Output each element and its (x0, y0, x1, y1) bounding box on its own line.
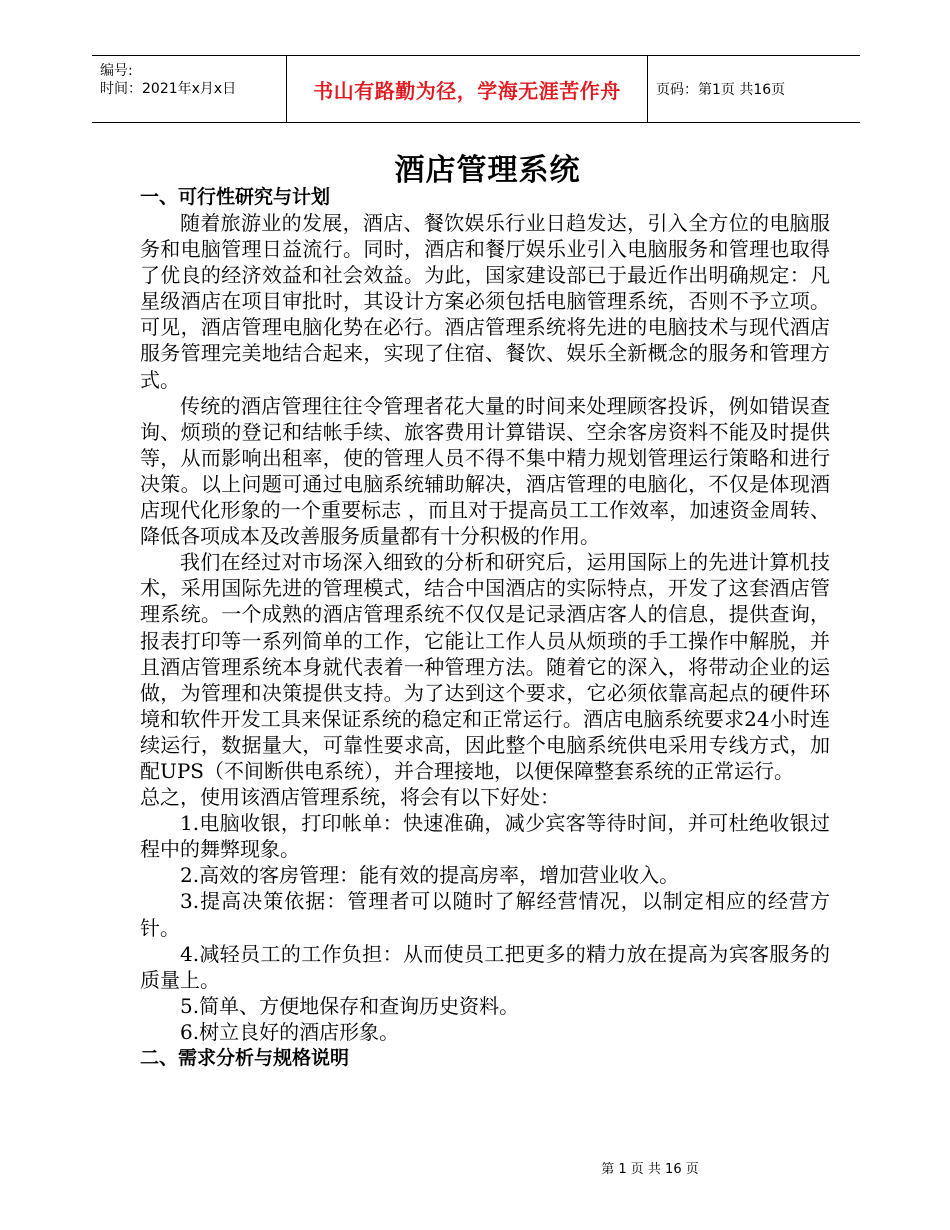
list-item: 6.树立良好的酒店形象。 (180, 1019, 400, 1044)
section-heading: 一、可行性研究与计划 (140, 186, 331, 208)
list-item: 5.简单、方便地保存和查询历史资料。 (180, 993, 520, 1018)
header-motto-cell (286, 56, 648, 122)
page-info: 页码：第1页 共16页 (656, 82, 786, 98)
list-item: 4.减轻员工的工作负担：从而使员工把更多的精力放在提高为宾客服务的质量上。 (140, 941, 830, 992)
list-item: 2.高效的客房管理：能有效的提高房率，增加营业收入。 (180, 863, 680, 888)
time-label: 时间：2021年x月x日 (100, 81, 237, 97)
paragraph: 传统的酒店管理往往令管理者花大量的时间来处理顾客投诉，例如错误查询、烦琐的登记和结帐手续、旅客费用计算错误、空余客房资料不能及时提供等，从而影响出租率，使的管理人员不得不集中精力规划管理运行策略和进行决策。以上问题可通过电脑系统辅助解决，酒店管理的电脑化，不仅是体现酒店现代化形象的一个重要标志 ，而且对于提高员工工作效率，加速资金周转、降低各项成本及改善服务质量都有十分积极的作用。 (140, 393, 830, 549)
list-item: 3.提高决策依据：管理者可以随时了解经营情况，以制定相应的经营方针。 (140, 889, 830, 940)
page-footer: 第 1 页 共 16 页 (601, 1162, 699, 1177)
list-item: 1.电脑收银，打印帐单：快速准确，减少宾客等待时间，并可杜绝收银过程中的舞弊现象。 (140, 811, 830, 862)
summary-line: 总之，使用该酒店管理系统，将会有以下好处： (140, 785, 560, 810)
motto-text: 书山有路勤为径，学海无涯苦作舟 (313, 78, 621, 103)
document-body (140, 184, 830, 1071)
paragraph: 随着旅游业的发展，酒店、餐饮娱乐行业日趋发达，引入全方位的电脑服务和电脑管理日益流行。同时，酒店和餐厅娱乐业引入电脑服务和管理也取得了优良的经济效益和社会效益。为此，国家建设部已于最近作出明确规定：凡星级酒店在项目审批时，其设计方案必须包括电脑管理系统，否则不予立项。可见，酒店管理电脑化势在必行。酒店管理系统将先进的电脑技术与现代酒店服务管理完美地结合起来，实现了住宿、餐饮、娱乐全新概念的服务和管理方式。 (140, 211, 830, 392)
number-label: 编号: (100, 63, 133, 79)
paragraph: 我们在经过对市场深入细致的分析和研究后，运用国际上的先进计算机技术，采用国际先进的管理模式，结合中国酒店的实际特点，开发了这套酒店管理系统。一个成熟的酒店管理系统不仅仅是记录酒店客人的信息，提供查询，报表打印等一系列简单的工作，它能让工作人员从烦琐的手工操作中解脱，并且酒店管理系统本身就代表着一种管理方法。随着它的深入，将带动企业的运做，为管理和决策提供支持。为了达到这个要求，它必须依靠高起点的硬件环境和软件开发工具来保证系统的稳定和正常运行。酒店电脑系统要求24小时连续运行，数据量大，可靠性要求高，因此整个电脑系统供电采用专线方式，加配UPS（不间断供电系统），并合理接地，以便保障整套系统的正常运行。 (140, 550, 830, 783)
document-header (92, 55, 860, 123)
header-meta (92, 56, 286, 122)
section-heading: 二、需求分析与规格说明 (140, 1047, 350, 1069)
document-title: 酒店管理系统 (394, 153, 581, 188)
header-page-cell (646, 56, 860, 122)
